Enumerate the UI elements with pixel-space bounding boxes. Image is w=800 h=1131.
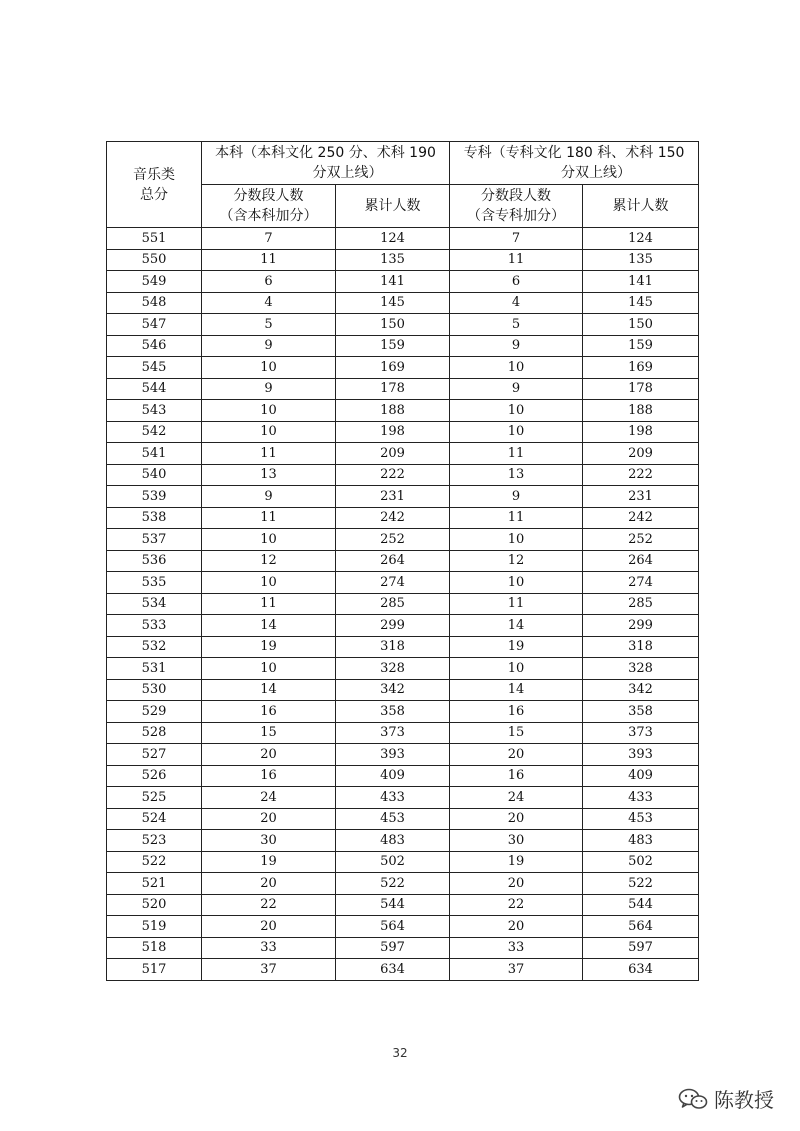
benke-cum-cell: 135 xyxy=(336,249,450,271)
benke-cum-cell: 169 xyxy=(336,357,450,379)
table-row xyxy=(107,421,699,443)
score-cell: 527 xyxy=(107,744,202,766)
benke-count-cell: 33 xyxy=(202,937,336,959)
benke-count-cell: 16 xyxy=(202,701,336,723)
zhuanke-cum-cell: 358 xyxy=(583,701,699,723)
table-row xyxy=(107,550,699,572)
benke-count-cell: 24 xyxy=(202,787,336,809)
table-row xyxy=(107,486,699,508)
benke-cum-cell: 198 xyxy=(336,421,450,443)
benke-count-cell: 10 xyxy=(202,572,336,594)
benke-count-cell: 10 xyxy=(202,529,336,551)
benke-cum-cell: 342 xyxy=(336,679,450,701)
zhuanke-cum-cell: 453 xyxy=(583,808,699,830)
table-row xyxy=(107,937,699,959)
benke-count-cell: 10 xyxy=(202,400,336,422)
benke-count-cell: 6 xyxy=(202,271,336,293)
score-cell: 525 xyxy=(107,787,202,809)
benke-count-cell: 19 xyxy=(202,636,336,658)
zhuanke-cum-cell: 150 xyxy=(583,314,699,336)
score-cell: 546 xyxy=(107,335,202,357)
zhuanke-count-cell: 14 xyxy=(450,679,583,701)
table-row xyxy=(107,894,699,916)
zhuanke-count-cell: 22 xyxy=(450,894,583,916)
zhuanke-cum-cell: 274 xyxy=(583,572,699,594)
score-cell: 537 xyxy=(107,529,202,551)
benke-count-cell: 11 xyxy=(202,507,336,529)
score-cell: 532 xyxy=(107,636,202,658)
score-header xyxy=(107,142,202,228)
zhuanke-count-cell: 19 xyxy=(450,851,583,873)
zhuanke-cum-cell: 373 xyxy=(583,722,699,744)
benke-count-cell: 11 xyxy=(202,443,336,465)
benke-cum-cell: 252 xyxy=(336,529,450,551)
score-cell: 541 xyxy=(107,443,202,465)
score-cell: 548 xyxy=(107,292,202,314)
zhuanke-cum-cell: 544 xyxy=(583,894,699,916)
zhuanke-cum-cell: 159 xyxy=(583,335,699,357)
benke-cum-cell: 159 xyxy=(336,335,450,357)
score-cell: 533 xyxy=(107,615,202,637)
score-cell: 551 xyxy=(107,228,202,250)
benke-cum-cell: 483 xyxy=(336,830,450,852)
benke-count-cell: 10 xyxy=(202,421,336,443)
table-row xyxy=(107,959,699,981)
zhuanke-count-cell: 30 xyxy=(450,830,583,852)
zhuanke-count-cell: 10 xyxy=(450,357,583,379)
benke-cum-cell: 178 xyxy=(336,378,450,400)
zhuanke-count-cell: 10 xyxy=(450,400,583,422)
zhuanke-cum-cell: 409 xyxy=(583,765,699,787)
table-row xyxy=(107,443,699,465)
benke-cum-cell: 318 xyxy=(336,636,450,658)
score-cell: 545 xyxy=(107,357,202,379)
zhuanke-count-cell: 14 xyxy=(450,615,583,637)
benke-header-line1: 本科（本科文化 250 分、术科 190 xyxy=(215,145,436,161)
benke-cum-cell: 373 xyxy=(336,722,450,744)
benke-count-cell: 20 xyxy=(202,744,336,766)
benke-cum-cell: 502 xyxy=(336,851,450,873)
benke-count-cell: 15 xyxy=(202,722,336,744)
table-row xyxy=(107,593,699,615)
benke-count-cell: 11 xyxy=(202,593,336,615)
table-row xyxy=(107,701,699,723)
zhuanke-count-cell: 10 xyxy=(450,421,583,443)
zhuanke-cum-cell: 318 xyxy=(583,636,699,658)
table-row xyxy=(107,765,699,787)
watermark xyxy=(678,1084,774,1113)
benke-count-cell: 14 xyxy=(202,679,336,701)
benke-cum-cell: 433 xyxy=(336,787,450,809)
benke-count-cell: 10 xyxy=(202,357,336,379)
zhuanke-cum-cell: 433 xyxy=(583,787,699,809)
zhuanke-cum-cell: 135 xyxy=(583,249,699,271)
score-cell: 520 xyxy=(107,894,202,916)
benke-cum-cell: 242 xyxy=(336,507,450,529)
zhuanke-header-line2: 分双上线） xyxy=(561,165,632,181)
zhuanke-count-cell: 11 xyxy=(450,443,583,465)
benke-cum-header: 累计人数 xyxy=(336,185,450,228)
zhuanke-count-cell: 20 xyxy=(450,744,583,766)
zhuanke-count-cell: 20 xyxy=(450,916,583,938)
benke-count-cell: 20 xyxy=(202,916,336,938)
benke-cum-cell: 150 xyxy=(336,314,450,336)
table-row xyxy=(107,722,699,744)
zhuanke-header-line1: 专科（专科文化 180 科、术科 150 xyxy=(463,145,685,161)
zhuanke-count-header xyxy=(450,185,583,228)
benke-count-cell: 14 xyxy=(202,615,336,637)
zhuanke-header xyxy=(450,142,699,185)
benke-cum-cell: 264 xyxy=(336,550,450,572)
zhuanke-cum-cell: 299 xyxy=(583,615,699,637)
benke-cum-cell: 274 xyxy=(336,572,450,594)
table-row xyxy=(107,830,699,852)
score-cell: 521 xyxy=(107,873,202,895)
zhuanke-count-header-line1: 分数段人数 xyxy=(481,188,552,204)
score-cell: 519 xyxy=(107,916,202,938)
benke-count-cell: 7 xyxy=(202,228,336,250)
benke-cum-cell: 328 xyxy=(336,658,450,680)
zhuanke-cum-cell: 124 xyxy=(583,228,699,250)
score-cell: 536 xyxy=(107,550,202,572)
score-cell: 523 xyxy=(107,830,202,852)
zhuanke-cum-cell: 188 xyxy=(583,400,699,422)
zhuanke-cum-cell: 252 xyxy=(583,529,699,551)
zhuanke-count-cell: 24 xyxy=(450,787,583,809)
zhuanke-cum-cell: 264 xyxy=(583,550,699,572)
benke-count-cell: 9 xyxy=(202,378,336,400)
score-cell: 540 xyxy=(107,464,202,486)
zhuanke-count-cell: 4 xyxy=(450,292,583,314)
benke-cum-cell: 299 xyxy=(336,615,450,637)
zhuanke-count-cell: 19 xyxy=(450,636,583,658)
zhuanke-count-cell: 16 xyxy=(450,765,583,787)
zhuanke-cum-cell: 198 xyxy=(583,421,699,443)
score-distribution-table xyxy=(106,141,699,981)
zhuanke-cum-cell: 522 xyxy=(583,873,699,895)
zhuanke-cum-cell: 242 xyxy=(583,507,699,529)
benke-cum-cell: 285 xyxy=(336,593,450,615)
page-number: 32 xyxy=(392,1046,408,1060)
benke-cum-cell: 145 xyxy=(336,292,450,314)
table-row xyxy=(107,335,699,357)
benke-count-cell: 11 xyxy=(202,249,336,271)
score-cell: 526 xyxy=(107,765,202,787)
zhuanke-cum-cell: 169 xyxy=(583,357,699,379)
benke-cum-cell: 597 xyxy=(336,937,450,959)
table-row xyxy=(107,529,699,551)
benke-count-cell: 19 xyxy=(202,851,336,873)
score-cell: 522 xyxy=(107,851,202,873)
benke-count-cell: 13 xyxy=(202,464,336,486)
table-row xyxy=(107,271,699,293)
benke-count-header-line2: （含本科加分） xyxy=(219,208,318,224)
score-header-line2: 总分 xyxy=(140,186,168,203)
zhuanke-count-cell: 10 xyxy=(450,658,583,680)
benke-count-cell: 9 xyxy=(202,486,336,508)
benke-cum-cell: 564 xyxy=(336,916,450,938)
table-row xyxy=(107,314,699,336)
benke-cum-cell: 409 xyxy=(336,765,450,787)
zhuanke-count-cell: 9 xyxy=(450,378,583,400)
zhuanke-count-cell: 15 xyxy=(450,722,583,744)
zhuanke-count-cell: 7 xyxy=(450,228,583,250)
table-row xyxy=(107,916,699,938)
benke-cum-cell: 124 xyxy=(336,228,450,250)
zhuanke-cum-cell: 145 xyxy=(583,292,699,314)
benke-cum-cell: 141 xyxy=(336,271,450,293)
table-row xyxy=(107,228,699,250)
zhuanke-cum-cell: 342 xyxy=(583,679,699,701)
score-cell: 529 xyxy=(107,701,202,723)
zhuanke-cum-cell: 328 xyxy=(583,658,699,680)
zhuanke-count-cell: 6 xyxy=(450,271,583,293)
table-row xyxy=(107,249,699,271)
benke-count-cell: 20 xyxy=(202,873,336,895)
zhuanke-cum-cell: 597 xyxy=(583,937,699,959)
benke-cum-cell: 634 xyxy=(336,959,450,981)
zhuanke-count-cell: 13 xyxy=(450,464,583,486)
table-row xyxy=(107,615,699,637)
benke-count-cell: 4 xyxy=(202,292,336,314)
zhuanke-count-cell: 11 xyxy=(450,249,583,271)
benke-count-cell: 5 xyxy=(202,314,336,336)
table-row xyxy=(107,787,699,809)
benke-count-cell: 16 xyxy=(202,765,336,787)
zhuanke-count-cell: 9 xyxy=(450,486,583,508)
benke-cum-cell: 453 xyxy=(336,808,450,830)
zhuanke-cum-cell: 141 xyxy=(583,271,699,293)
table-row xyxy=(107,400,699,422)
table-row xyxy=(107,357,699,379)
zhuanke-count-cell: 11 xyxy=(450,507,583,529)
table-row xyxy=(107,636,699,658)
benke-count-cell: 20 xyxy=(202,808,336,830)
score-cell: 530 xyxy=(107,679,202,701)
benke-count-cell: 30 xyxy=(202,830,336,852)
benke-count-cell: 10 xyxy=(202,658,336,680)
table-row xyxy=(107,873,699,895)
zhuanke-cum-cell: 222 xyxy=(583,464,699,486)
table-row xyxy=(107,808,699,830)
zhuanke-count-cell: 20 xyxy=(450,808,583,830)
benke-cum-cell: 231 xyxy=(336,486,450,508)
benke-count-cell: 9 xyxy=(202,335,336,357)
score-cell: 517 xyxy=(107,959,202,981)
benke-cum-cell: 222 xyxy=(336,464,450,486)
score-cell: 528 xyxy=(107,722,202,744)
table-row xyxy=(107,507,699,529)
score-cell: 543 xyxy=(107,400,202,422)
table-row xyxy=(107,679,699,701)
watermark-text: 陈教授 xyxy=(714,1088,774,1112)
benke-count-cell: 22 xyxy=(202,894,336,916)
score-cell: 518 xyxy=(107,937,202,959)
zhuanke-cum-cell: 483 xyxy=(583,830,699,852)
benke-cum-cell: 209 xyxy=(336,443,450,465)
zhuanke-count-cell: 11 xyxy=(450,593,583,615)
score-cell: 531 xyxy=(107,658,202,680)
benke-cum-cell: 358 xyxy=(336,701,450,723)
score-cell: 538 xyxy=(107,507,202,529)
zhuanke-cum-cell: 502 xyxy=(583,851,699,873)
table-row xyxy=(107,464,699,486)
zhuanke-cum-header: 累计人数 xyxy=(583,185,699,228)
zhuanke-count-cell: 10 xyxy=(450,529,583,551)
zhuanke-cum-cell: 209 xyxy=(583,443,699,465)
score-cell: 534 xyxy=(107,593,202,615)
score-cell: 550 xyxy=(107,249,202,271)
score-cell: 539 xyxy=(107,486,202,508)
benke-count-header xyxy=(202,185,336,228)
zhuanke-count-cell: 20 xyxy=(450,873,583,895)
benke-header-line2: 分双上线） xyxy=(312,165,383,181)
benke-count-header-line1: 分数段人数 xyxy=(233,188,304,204)
score-cell: 547 xyxy=(107,314,202,336)
score-cell: 549 xyxy=(107,271,202,293)
benke-header xyxy=(202,142,450,185)
zhuanke-count-cell: 33 xyxy=(450,937,583,959)
benke-cum-cell: 522 xyxy=(336,873,450,895)
wechat-icon xyxy=(678,1087,708,1111)
benke-cum-cell: 188 xyxy=(336,400,450,422)
score-cell: 535 xyxy=(107,572,202,594)
table-row xyxy=(107,658,699,680)
zhuanke-cum-cell: 634 xyxy=(583,959,699,981)
table-row xyxy=(107,378,699,400)
zhuanke-count-cell: 16 xyxy=(450,701,583,723)
zhuanke-count-cell: 12 xyxy=(450,550,583,572)
benke-count-cell: 12 xyxy=(202,550,336,572)
zhuanke-cum-cell: 393 xyxy=(583,744,699,766)
score-cell: 544 xyxy=(107,378,202,400)
zhuanke-count-cell: 9 xyxy=(450,335,583,357)
zhuanke-count-cell: 37 xyxy=(450,959,583,981)
score-cell: 542 xyxy=(107,421,202,443)
zhuanke-cum-cell: 178 xyxy=(583,378,699,400)
zhuanke-count-header-line2: （含专科加分） xyxy=(467,208,566,224)
benke-cum-cell: 393 xyxy=(336,744,450,766)
zhuanke-count-cell: 10 xyxy=(450,572,583,594)
zhuanke-cum-cell: 285 xyxy=(583,593,699,615)
zhuanke-cum-cell: 231 xyxy=(583,486,699,508)
benke-cum-cell: 544 xyxy=(336,894,450,916)
score-header-line1: 音乐类 xyxy=(133,166,175,183)
zhuanke-cum-cell: 564 xyxy=(583,916,699,938)
table-row xyxy=(107,292,699,314)
benke-count-cell: 37 xyxy=(202,959,336,981)
table-row xyxy=(107,851,699,873)
zhuanke-count-cell: 5 xyxy=(450,314,583,336)
table-body xyxy=(107,228,699,981)
table-row xyxy=(107,572,699,594)
score-cell: 524 xyxy=(107,808,202,830)
table-row xyxy=(107,744,699,766)
